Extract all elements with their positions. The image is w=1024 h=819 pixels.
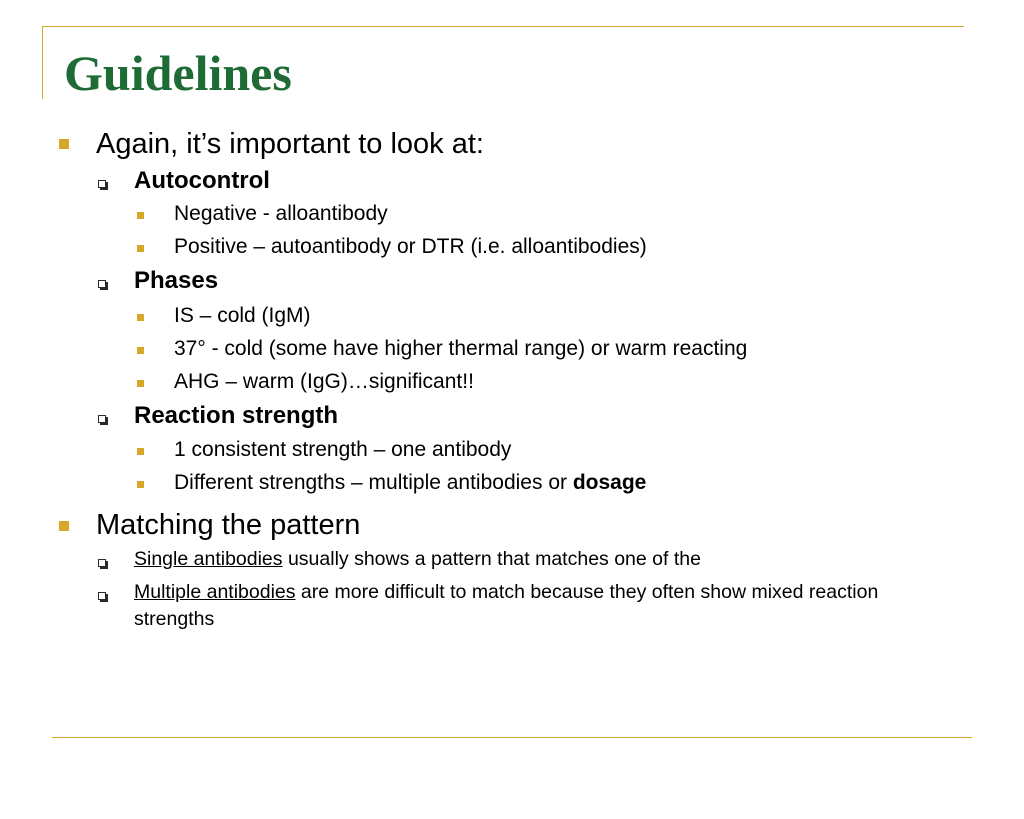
pattern-item-text: are more difficult to match because they often show mixed reaction strengths xyxy=(134,581,879,630)
slide-title: Guidelines xyxy=(64,45,292,101)
list-item xyxy=(174,470,646,496)
square-bullet-icon xyxy=(137,347,144,354)
square-bullet-icon xyxy=(137,380,144,387)
hollow-square-bullet-icon xyxy=(98,559,106,567)
square-bullet-icon xyxy=(137,314,144,321)
single-antibodies-link[interactable]: Single antibodies xyxy=(134,548,283,570)
hollow-square-bullet-icon xyxy=(98,415,106,423)
list-item: Positive – autoantibody or DTR (i.e. alloantibodies) xyxy=(174,235,647,258)
list-item: IS – cold (IgM) xyxy=(174,304,311,327)
square-bullet-icon xyxy=(59,139,69,149)
pattern-item-single xyxy=(134,546,934,573)
list-item: 37° - cold (some have higher thermal range) or warm reacting xyxy=(174,337,748,360)
pattern-item-multiple xyxy=(134,579,934,633)
subheading-autocontrol: Autocontrol xyxy=(134,167,270,194)
list-item: 1 consistent strength – one antibody xyxy=(174,438,512,461)
pattern-item-text: usually shows a pattern that matches one of the xyxy=(282,548,701,570)
square-bullet-icon xyxy=(59,521,69,531)
hollow-square-bullet-icon xyxy=(98,180,106,188)
list-item: Negative - alloantibody xyxy=(174,202,388,225)
square-bullet-icon xyxy=(137,212,144,219)
bullet-point-2: Matching the pattern xyxy=(96,509,361,541)
list-item: AHG – warm (IgG)…significant!! xyxy=(174,370,474,393)
bullet-point-1: Again, it’s important to look at: xyxy=(96,128,484,160)
multiple-antibodies-link[interactable]: Multiple antibodies xyxy=(134,581,296,603)
list-item-text: Different strengths – multiple antibodies or xyxy=(174,471,573,494)
emphasis-dosage: dosage xyxy=(572,471,647,494)
subheading-reaction-strength: Reaction strength xyxy=(134,402,339,429)
subheading-phases: Phases xyxy=(134,267,219,294)
square-bullet-icon xyxy=(137,481,144,488)
hollow-square-bullet-icon xyxy=(98,280,106,288)
hollow-square-bullet-icon xyxy=(98,592,106,600)
square-bullet-icon xyxy=(137,245,144,252)
square-bullet-icon xyxy=(137,448,144,455)
